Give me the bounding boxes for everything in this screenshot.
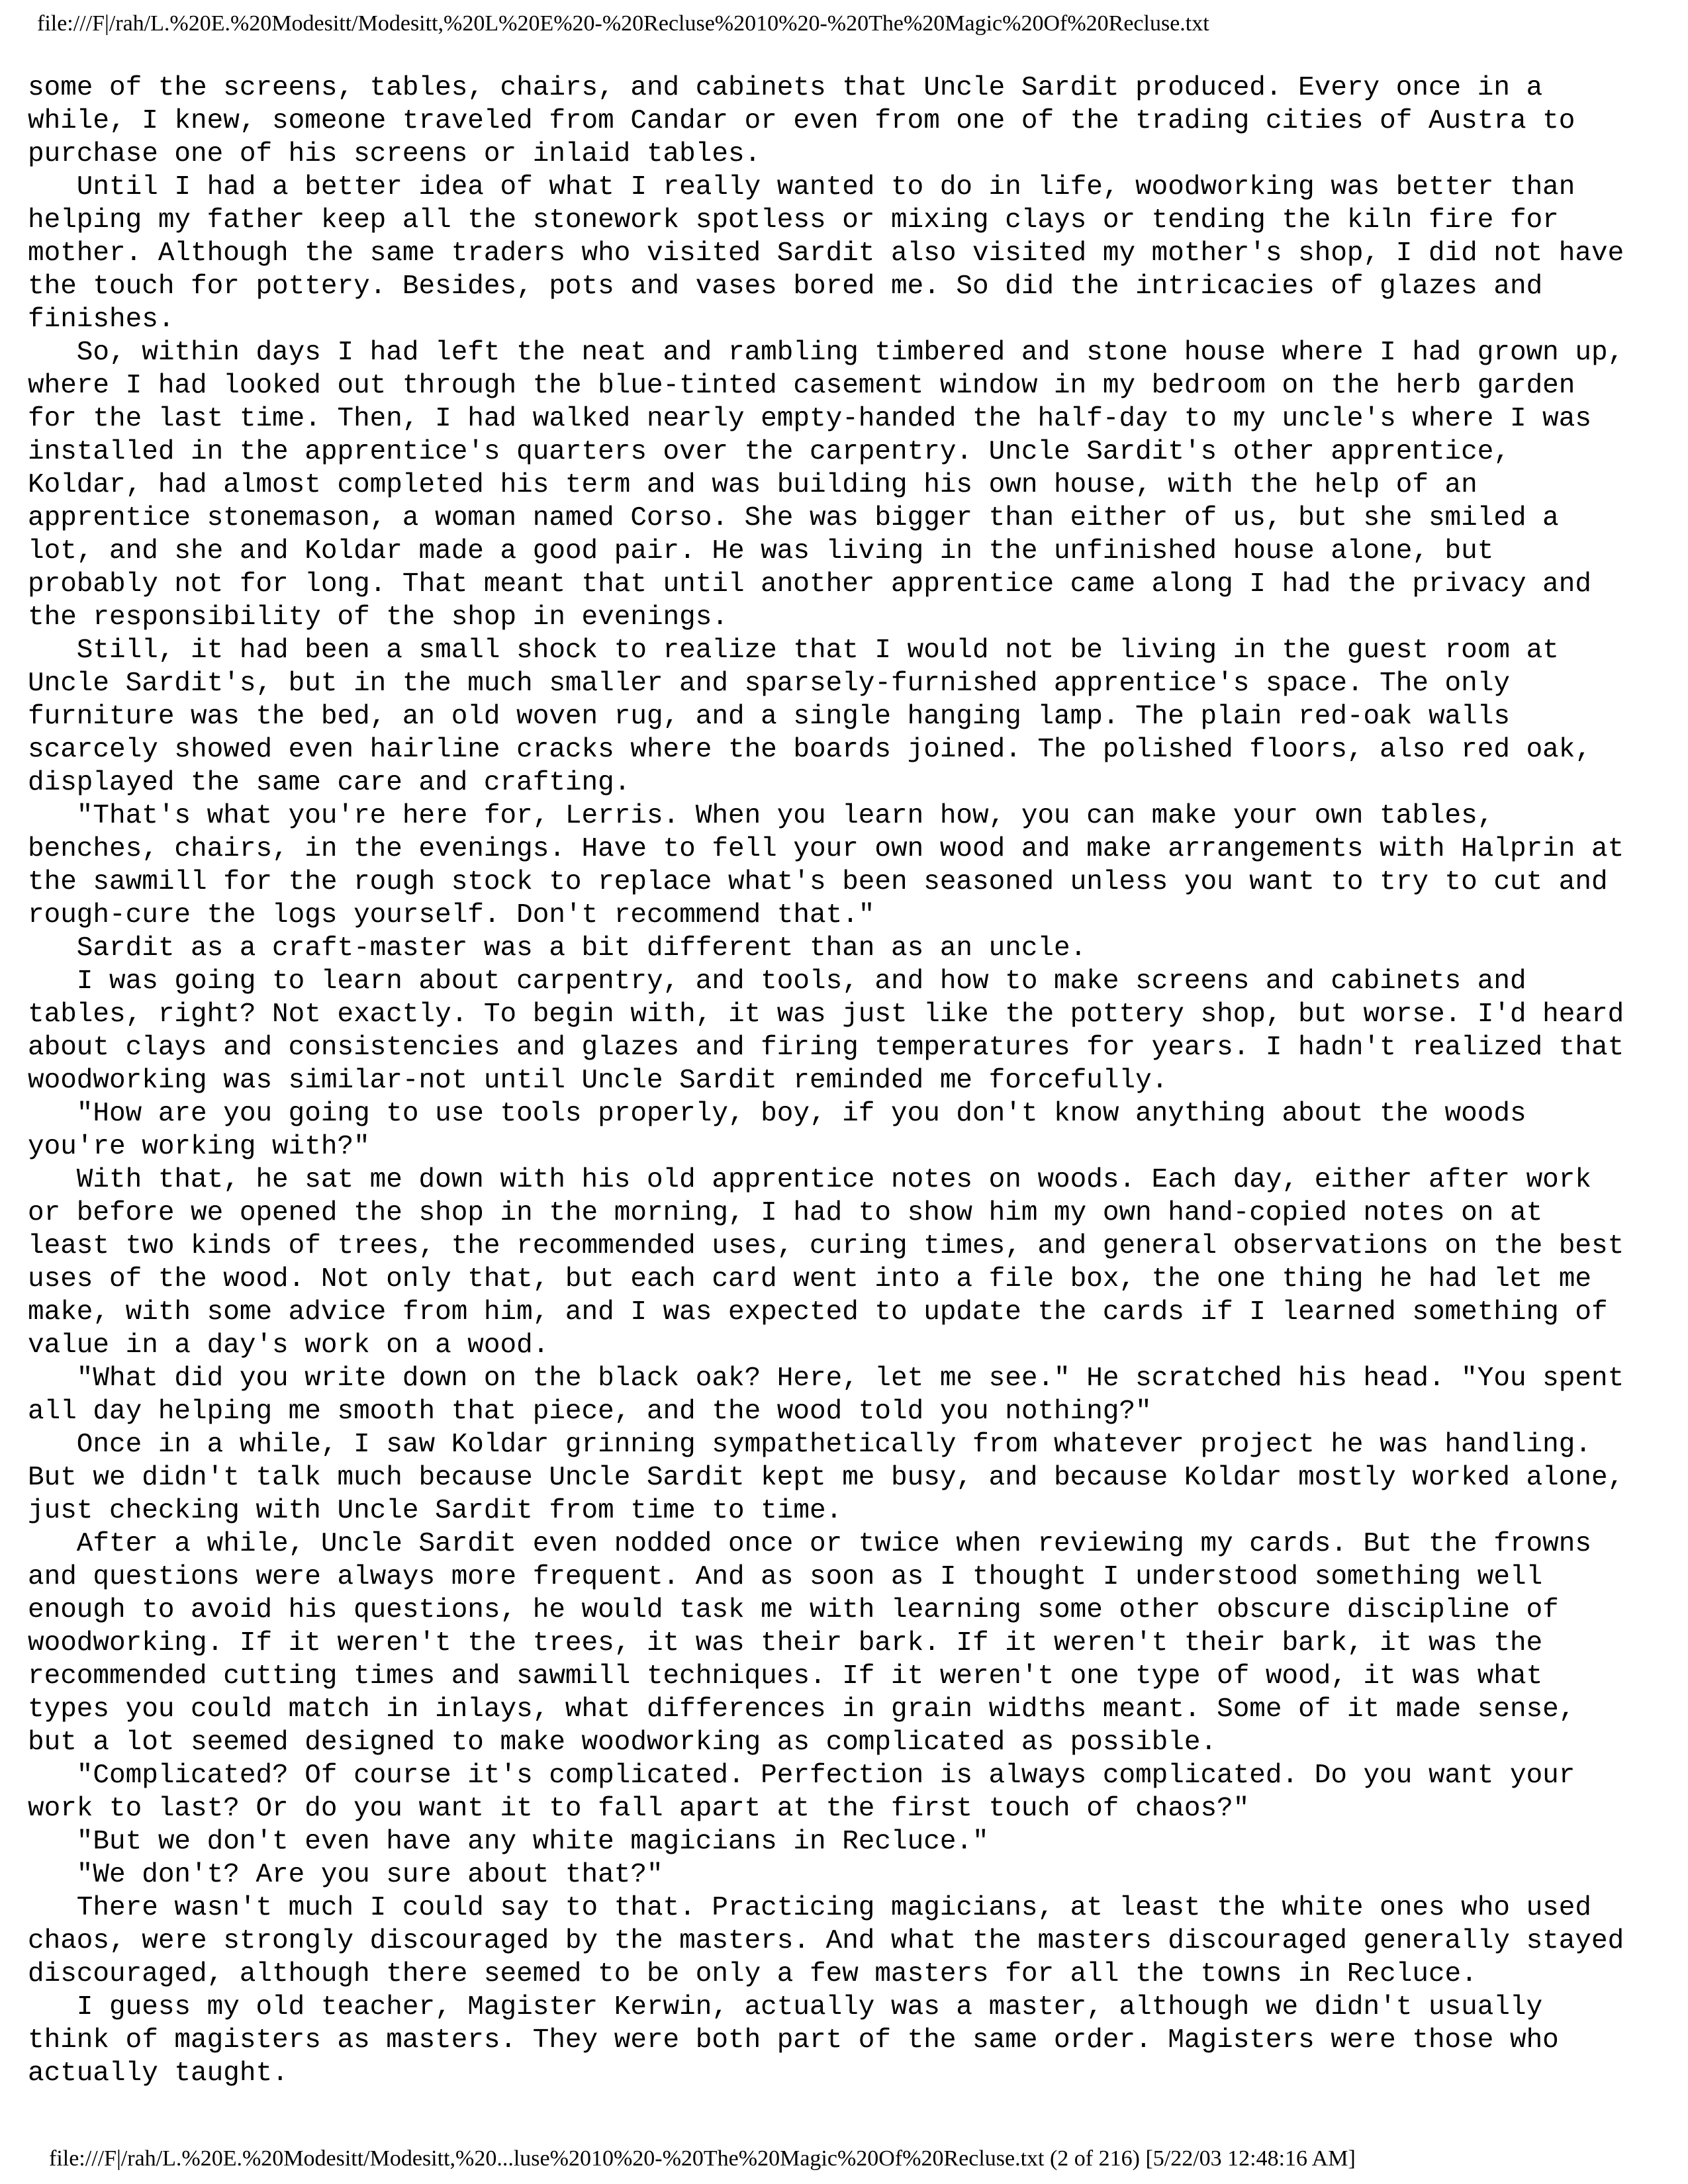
text-line: With that, he sat me down with his old apprentice notes on woods. Each day, either after work (28, 1165, 1591, 1195)
text-line: or before we opened the shop in the morning, I had to show him my own hand-copied notes on at (28, 1198, 1543, 1228)
text-line: and questions were always more frequent. And as soon as I thought I understood something well (28, 1562, 1543, 1592)
text-line: discouraged, although there seemed to be only a few masters for all the towns in Recluce. (28, 1959, 1477, 1989)
text-line: There wasn't much I could say to that. Practicing magicians, at least the white ones who used (28, 1893, 1591, 1923)
text-line: scarcely showed even hairline cracks where the boards joined. The polished floors, also red oak, (28, 735, 1591, 765)
text-line: all day helping me smooth that piece, and the wood told you nothing?" (28, 1396, 1152, 1427)
text-line: while, I knew, someone traveled from Candar or even from one of the trading cities of Austra to (28, 106, 1575, 136)
text-line: work to last? Or do you want it to fall apart at the first touch of chaos?" (28, 1794, 1250, 1824)
text-line: chaos, were strongly discouraged by the masters. And what the masters discouraged generally stayed (28, 1926, 1624, 1956)
text-line: types you could match in inlays, what differences in grain widths meant. Some of it made sense, (28, 1694, 1575, 1725)
text-line: some of the screens, tables, chairs, and cabinets that Uncle Sardit produced. Every once in a (28, 73, 1543, 103)
document-body (28, 71, 1669, 2090)
text-line: I guess my old teacher, Magister Kerwin, actually was a master, although we didn't usually (28, 1992, 1543, 2023)
text-line: "That's what you're here for, Lerris. When you learn how, you can make your own tables, (28, 801, 1494, 831)
text-line: make, with some advice from him, and I was expected to update the cards if I learned something of (28, 1297, 1608, 1328)
text-line: but a lot seemed designed to make woodworking as complicated as possible. (28, 1727, 1217, 1758)
text-line: mother. Although the same traders who visited Sardit also visited my mother's shop, I did not have (28, 238, 1624, 269)
text-line: think of magisters as masters. They were both part of the same order. Magisters were those who (28, 2025, 1559, 2056)
text-line: you're working with?" (28, 1132, 370, 1162)
file-path-footer: file:///F|/rah/L.%20E.%20Modesitt/Modesitt,%20...luse%2010%20-%20The%20Magic%20Of%20Recluse.txt (2 of 216) [5/22/03 12:48:16 AM] (49, 2146, 1356, 2171)
file-path-header: file:///F|/rah/L.%20E.%20Modesitt/Modesitt,%20L%20E%20-%20Recluse%2010%20-%20The%20Magic%20Of%20Recluse.txt (37, 11, 1209, 36)
text-line: lot, and she and Koldar made a good pair. He was living in the unfinished house alone, but (28, 536, 1494, 567)
text-line: just checking with Uncle Sardit from time to time. (28, 1496, 843, 1526)
text-line: enough to avoid his questions, he would task me with learning some other obscure discipline of (28, 1595, 1559, 1625)
text-line: the touch for pottery. Besides, pots and vases bored me. So did the intricacies of glazes and (28, 271, 1543, 302)
text-line: where I had looked out through the blue-tinted casement window in my bedroom on the herb garden (28, 371, 1575, 401)
text-line: about clays and consistencies and glazes and firing temperatures for years. I hadn't realized that (28, 1032, 1624, 1063)
text-line: tables, right? Not exactly. To begin with, it was just like the pottery shop, but worse. I'd heard (28, 999, 1624, 1030)
text-line: for the last time. Then, I had walked nearly empty-handed the half-day to my uncle's where I was (28, 404, 1591, 434)
text-line: "But we don't even have any white magicians in Recluce." (28, 1827, 989, 1857)
text-line: Koldar, had almost completed his term and was building his own house, with the help of an (28, 470, 1477, 500)
text-line: Sardit as a craft-master was a bit different than as an uncle. (28, 933, 1087, 964)
text-line: "What did you write down on the black oak? Here, let me see." He scratched his head. "You spent (28, 1363, 1624, 1394)
text-line: helping my father keep all the stonework spotless or mixing clays or tending the kiln fire for (28, 205, 1559, 236)
text-line: "Complicated? Of course it's complicated. Perfection is always complicated. Do you want your (28, 1760, 1575, 1791)
text-line: woodworking was similar-not until Uncle Sardit reminded me forcefully. (28, 1066, 1168, 1096)
text-line: finishes. (28, 304, 175, 335)
text-line: actually taught. (28, 2058, 289, 2089)
text-line: rough-cure the logs yourself. Don't recommend that." (28, 900, 875, 931)
text-line: Still, it had been a small shock to realize that I would not be living in the guest room at (28, 635, 1559, 666)
text-line: least two kinds of trees, the recommended uses, curing times, and general observations on the best (28, 1231, 1624, 1261)
text-line: the sawmill for the rough stock to replace what's been seasoned unless you want to try to cut and (28, 867, 1608, 897)
text-line: Once in a while, I saw Koldar grinning sympathetically from whatever project he was handling. (28, 1430, 1591, 1460)
text-line: Until I had a better idea of what I really wanted to do in life, woodworking was better than (28, 172, 1575, 203)
text-line: value in a day's work on a wood. (28, 1330, 549, 1361)
text-line: Uncle Sardit's, but in the much smaller and sparsely-furnished apprentice's space. The only (28, 668, 1510, 699)
text-line: woodworking. If it weren't the trees, it was their bark. If it weren't their bark, it was the (28, 1628, 1543, 1659)
text-line: "We don't? Are you sure about that?" (28, 1860, 663, 1890)
text-line: recommended cutting times and sawmill techniques. If it weren't one type of wood, it was what (28, 1661, 1543, 1692)
text-line: I was going to learn about carpentry, and tools, and how to make screens and cabinets and (28, 966, 1526, 997)
text-line: uses of the wood. Not only that, but each card went into a file box, the one thing he had let me (28, 1264, 1591, 1295)
text-line: benches, chairs, in the evenings. Have to fell your own wood and make arrangements with Halprin at (28, 834, 1624, 864)
text-line: displayed the same care and crafting. (28, 768, 631, 798)
text-line: furniture was the bed, an old woven rug, and a single hanging lamp. The plain red-oak walls (28, 702, 1510, 732)
text-line: the responsibility of the shop in evenings. (28, 602, 728, 633)
text-line: apprentice stonemason, a woman named Corso. She was bigger than either of us, but she smiled a (28, 503, 1559, 533)
text-line: probably not for long. That meant that until another apprentice came along I had the privacy and (28, 569, 1591, 600)
text-line: But we didn't talk much because Uncle Sardit kept me busy, and because Koldar mostly worked alone, (28, 1463, 1624, 1493)
text-line: "How are you going to use tools properly, boy, if you don't know anything about the woods (28, 1099, 1526, 1129)
text-line: After a while, Uncle Sardit even nodded once or twice when reviewing my cards. But the frowns (28, 1529, 1591, 1559)
text-line: installed in the apprentice's quarters over the carpentry. Uncle Sardit's other apprentice, (28, 437, 1510, 467)
text-line: purchase one of his screens or inlaid tables. (28, 139, 761, 169)
text-line: So, within days I had left the neat and rambling timbered and stone house where I had grown up, (28, 338, 1624, 368)
